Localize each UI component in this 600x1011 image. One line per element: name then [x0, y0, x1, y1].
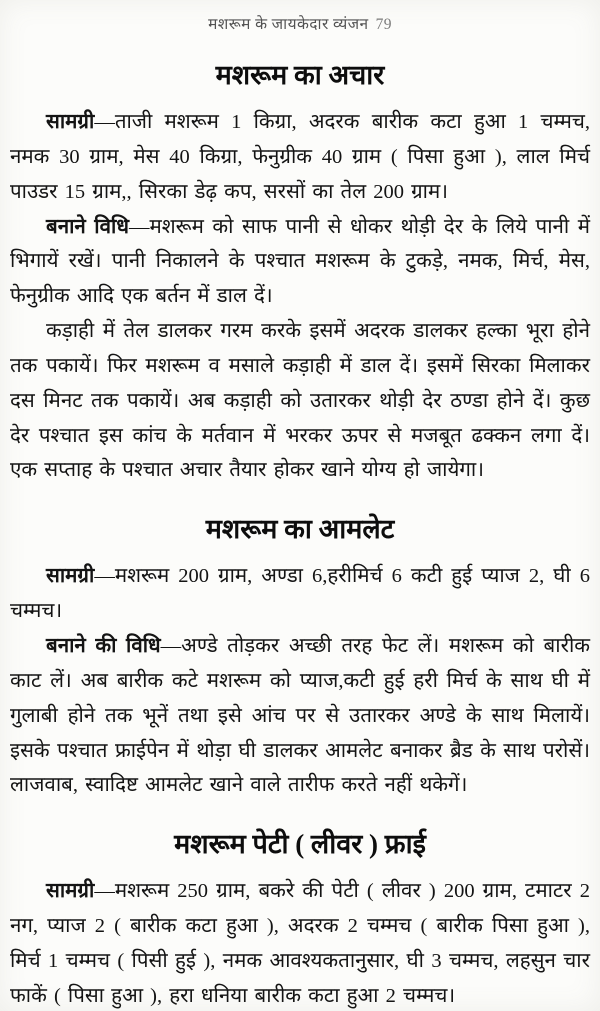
paragraph-liver-fry-ingredients: [10, 874, 590, 1011]
section-title-mushroom-liver-fry: मशरूम पेटी ( लीवर ) फ्राई: [174, 829, 426, 860]
paragraph-omelette-ingredients: [10, 559, 590, 629]
paragraph-pickle-ingredients: [10, 105, 590, 210]
paragraph-lead: बनाने विधि: [46, 215, 129, 238]
paragraph-text: —मशरूम 250 ग्राम, बकरे की पेटी ( लीवर ) 200 ग्राम, टमाटर 2 नग, प्याज 2 ( बारीक कटा हुआ ), अदरक 2 चम्मच ( बारीक पिसा हुआ ), मिर्च 1 चम्मच ( पिसी हुई ), नमक आवश्यकतानुसार, घी 3 चम्मच, लहसुन चार फाकें ( पिसा हुआ ), हरा धनिया बारीक कटा हुआ 2 चम्मच।: [10, 880, 590, 1007]
section-title-mushroom-pickle: मशरूम का अचार: [215, 60, 385, 90]
paragraph-lead: सामग्री: [46, 565, 95, 588]
paragraph-lead: सामग्री: [46, 111, 95, 133]
running-header-title: मशरूम के जायकेदार व्यंजन: [208, 16, 369, 33]
paragraph-text: —अण्डे तोड़कर अच्छी तरह फेट लें। मशरूम को बारीक काट लें। अब बारीक कटे मशरूम को प्याज,कटी हुई हरी मिर्च के साथ घी में गुलाबी होने तक भूनें तथा इसे आंच पर से उतारकर अण्डे के साथ मिलायें। इसके पश्चात फ्राईपेन में थोड़ा घी डालकर आमलेट बनाकर ब्रैड के साथ परोसें। लाजवाब, स्वादिष्ट आमलेट खाने वाले तारीफ करते नहीं थकेगें।: [10, 634, 591, 797]
paragraph-text: कड़ाही में तेल डालकर गरम करके इसमें अदरक डालकर हल्का भूरा होने तक पकायें। फिर मशरूम व मसाले कड़ाही में डाल दें। इसमें सिरका मिलाकर दस मिनट तक पकायें। अब कड़ाही को उतारकर थोड़ी देर ठण्डा होने दें। कुछ देर पश्चात इस कांच के मर्तवान में भरकर ऊपर से मजबूत ढक्कन लगा दें। एक सप्ताह के पश्चात अचार तैयार होकर खाने योग्य हो जायेगा।: [10, 320, 590, 482]
paragraph-lead: बनाने की विधि: [46, 634, 161, 657]
paragraph-text: —मशरूम 200 ग्राम, अण्डा 6,हरीमिर्च 6 कटी हुई प्याज 2, घी 6 चम्मच।: [10, 565, 590, 623]
paragraph-text: —ताजी मशरूम 1 किग्रा, अदरक बारीक कटा हुआ 1 चम्मच, नमक 30 ग्राम, मेस 40 किग्रा, फेनुग्रीक 40 ग्राम ( पिसा हुआ ), लाल मिर्च पाउडर 15 ग्राम,, सिरका डेढ़ कप, सरसों का तेल 200 ग्राम।: [10, 111, 590, 203]
paragraph-pickle-method: [10, 210, 590, 315]
section-title-mushroom-omelette: मशरूम का आमलेट: [205, 514, 395, 545]
paragraph-pickle-method-2: [10, 314, 590, 488]
paragraph-text: —मशरूम को साफ पानी से धोकर थोड़ी देर के लिये पानी में भिगायें रखें। पानी निकालने के पश्चात मशरूम के टुकड़े, नमक, मिर्च, मेस, फेनुग्रीक आदि एक बर्तन में डाल दें।: [10, 215, 590, 308]
running-header: [10, 12, 590, 34]
paragraph-lead: सामग्री: [46, 880, 95, 903]
paragraph-omelette-method: [10, 629, 590, 803]
page-number: 79: [375, 16, 392, 33]
